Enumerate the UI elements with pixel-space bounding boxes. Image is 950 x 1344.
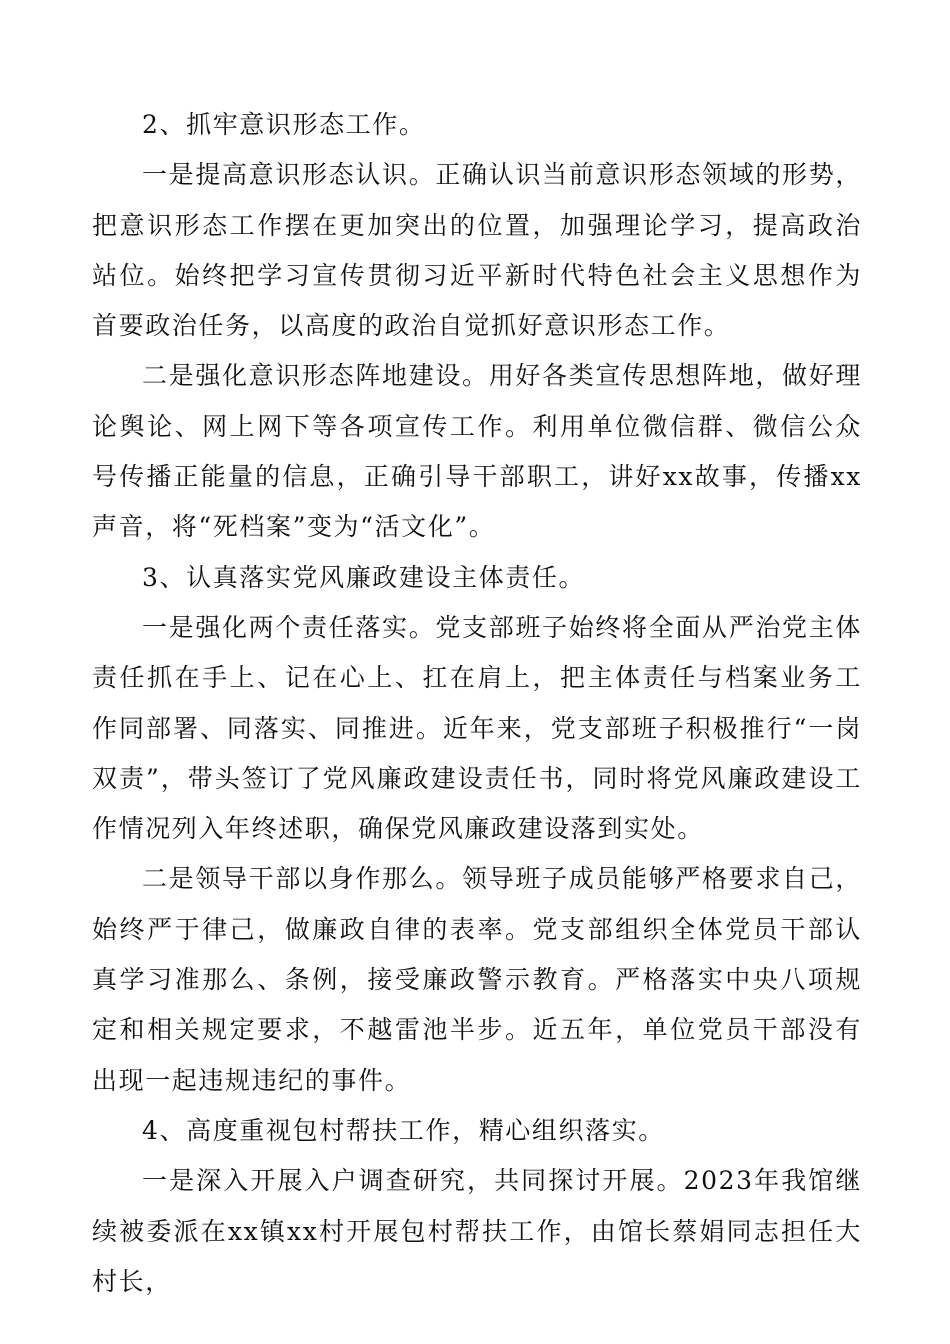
paragraph-leaders-example: 二是领导干部以身作那么。领导班子成员能够严格要求自己，始终严于律己，做廉政自律的表率。党支部组织全体党员干部认真学习准那么、条例，接受廉政警示教育。严格落实中央八项规定和相关规定要求，不越雷池半步。近五年，单位党员干部没有出现一起违规违纪的事件。 (92, 864, 862, 1095)
heading-ideology-work: 2、抓牢意识形态工作。 (142, 110, 426, 139)
paragraph-ideology-awareness: 一是提高意识形态认识。正确认识当前意识形态领域的形势，把意识形态工作摆在更加突出的位置，加强理论学习，提高政治站位。始终把学习宣传贯彻习近平新时代特色社会主义思想作为首要政治任务，以高度的政治自觉抓好意识形态工作。 (92, 160, 862, 341)
heading-party-integrity: 3、认真落实党风廉政建设主体责任。 (142, 562, 586, 592)
paragraph-two-responsibilities: 一是强化两个责任落实。党支部班子始终将全面从严治党主体责任抓在手上、记在心上、扛在肩上，把主体责任与档案业务工作同部署、同落实、同推进。近年来，党支部班子积极推行“一岗双责”，带头签订了党风廉政建设责任书，同时将党风廉政建设工作情况列入年终述职，确保党风廉政建设落到实处。 (92, 612, 862, 844)
document-body (92, 100, 862, 1307)
heading-village-assistance: 4、高度重视包村帮扶工作，精心组织落实。 (142, 1115, 665, 1145)
paragraph-ideology-front: 二是强化意识形态阵地建设。用好各类宣传思想阵地，做好理论舆论、网上网下等各项宣传工作。利用单位微信群、微信公众号传播正能量的信息，正确引导干部职工，讲好xx故事，传播xx声音，将“死档案”变为“活文化”。 (92, 361, 862, 542)
paragraph-household-survey: 一是深入开展入户调查研究，共同探讨开展。2023年我馆继续被委派在xx镇xx村开展包村帮扶工作，由馆长蔡娟同志担任大村长， (92, 1166, 862, 1296)
